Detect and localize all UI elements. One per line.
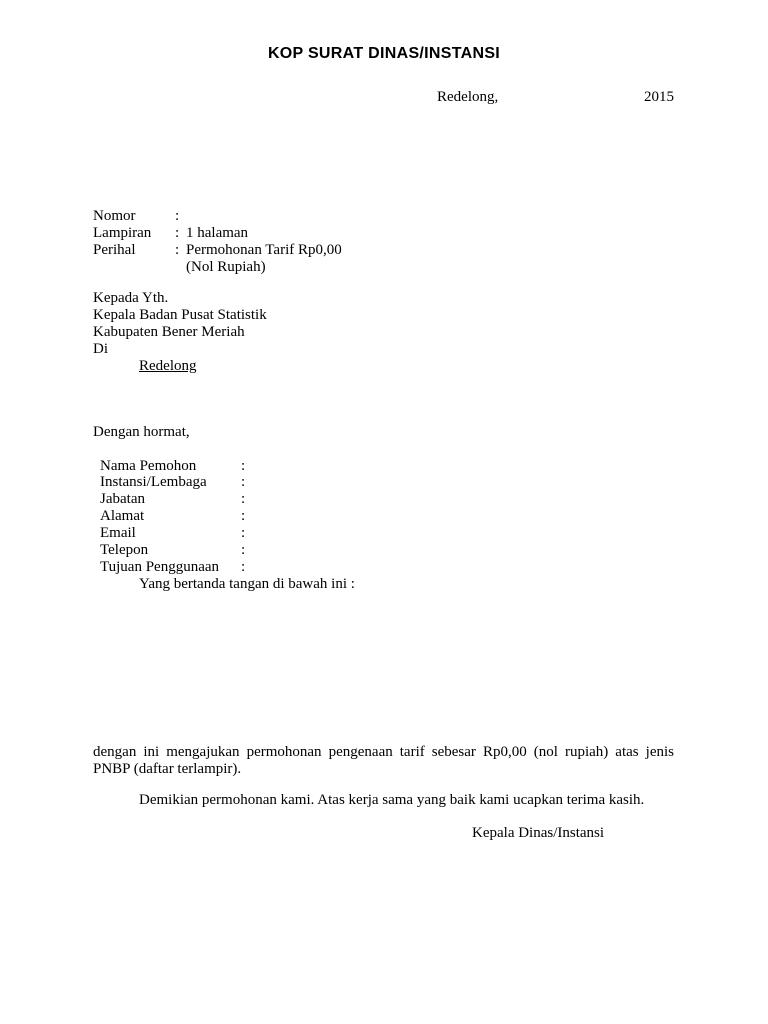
field-colon: :: [241, 525, 246, 541]
recipient-line3: Kabupaten Bener Meriah: [93, 324, 245, 340]
recipient-line4: Di: [93, 341, 108, 357]
lampiran-colon: :: [175, 225, 180, 241]
request-paragraph: dengan ini mengajukan permohonan pengenaan tarif sebesar Rp0,00 (nol rupiah) atas jenis PNBP (daftar terlampir).: [93, 744, 674, 777]
field-label: Alamat: [100, 508, 145, 524]
field-label: Jabatan: [100, 491, 145, 507]
field-colon: :: [241, 474, 246, 490]
field-colon: :: [241, 491, 246, 507]
field-label: Instansi/Lembaga: [100, 474, 207, 490]
lampiran-value: 1 halaman: [186, 225, 249, 241]
recipient-line1: Kepada Yth.: [93, 290, 169, 306]
field-label: Nama Pemohon: [100, 458, 197, 474]
signatories-intro: Yang bertanda tangan di bawah ini :: [139, 576, 355, 592]
place-label: Redelong,: [437, 89, 499, 105]
closing-sentence: Demikian permohonan kami. Atas kerja sama yang baik kami ucapkan terima kasih.: [139, 792, 645, 808]
perihal-colon: :: [175, 242, 180, 258]
letterhead-title: KOP SURAT DINAS/INSTANSI: [267, 45, 501, 62]
field-label: Tujuan Penggunaan: [100, 559, 220, 575]
perihal-label: Perihal: [93, 242, 136, 258]
lampiran-label: Lampiran: [93, 225, 152, 241]
field-colon: :: [241, 508, 246, 524]
field-label: Telepon: [100, 542, 149, 558]
field-label: Email: [100, 525, 136, 541]
nomor-label: Nomor: [93, 208, 136, 224]
field-colon: :: [241, 542, 246, 558]
field-colon: :: [241, 458, 246, 474]
recipient-city: Redelong: [139, 358, 197, 374]
perihal-value-line2: (Nol Rupiah): [186, 259, 266, 275]
nomor-colon: :: [175, 208, 180, 224]
perihal-value-line1: Permohonan Tarif Rp0,00: [186, 242, 342, 258]
signature-title: Kepala Dinas/Instansi: [472, 825, 605, 841]
year-label: 2015: [644, 89, 674, 105]
recipient-line2: Kepala Badan Pusat Statistik: [93, 307, 267, 323]
field-colon: :: [241, 559, 246, 575]
greeting: Dengan hormat,: [93, 424, 190, 440]
